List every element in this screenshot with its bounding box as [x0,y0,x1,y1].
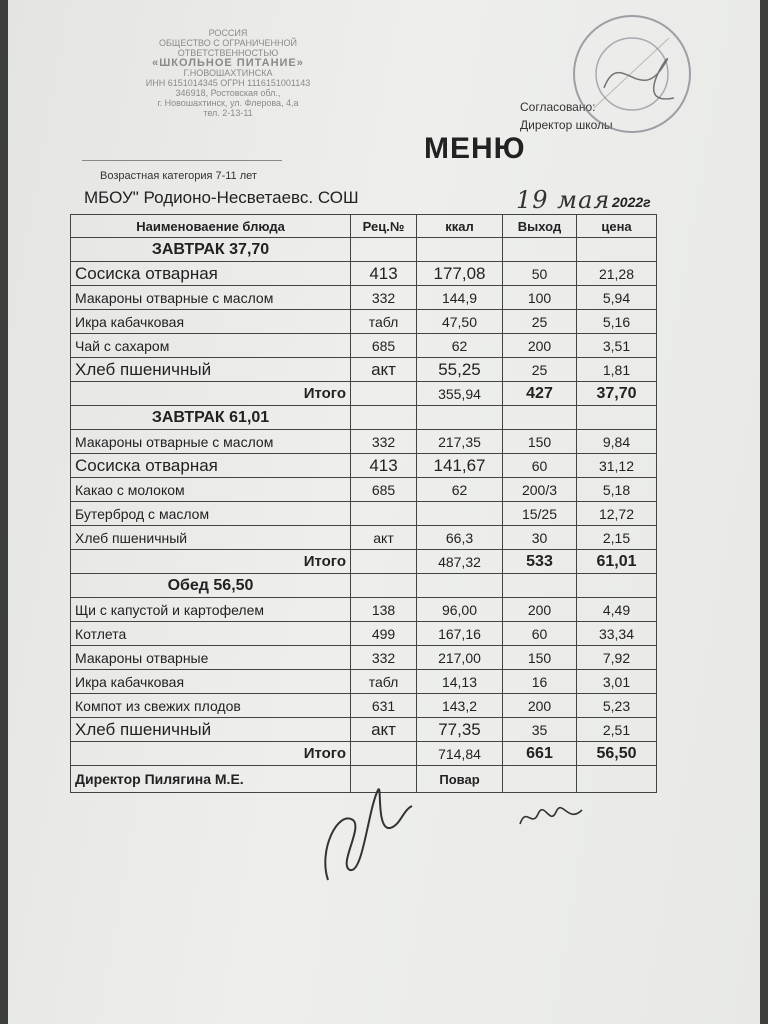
menu-item-row [71,598,657,622]
kcal-value: 96,00 [417,598,503,622]
total-kcal: 487,32 [417,550,503,574]
recipe-number: 499 [351,622,417,646]
menu-item-row [71,502,657,526]
yield-value: 35 [503,718,577,742]
school-name: МБОУ" Родионо-Несветаевс. СОШ [84,188,359,207]
column-header: Наименоваение блюда [71,215,351,238]
section-title: ЗАВТРАК 61,01 [71,406,351,430]
menu-item-row [71,622,657,646]
menu-item-row [71,334,657,358]
yield-value: 15/25 [503,502,577,526]
menu-item-row [71,646,657,670]
yield-value: 150 [503,430,577,454]
dish-name: Макароны отварные [71,646,351,670]
yield-value: 150 [503,646,577,670]
dish-name: Какао с молоком [71,478,351,502]
total-yield: 661 [503,742,577,766]
menu-item-row [71,478,657,502]
dish-name: Макароны отварные с маслом [71,286,351,310]
total-row [71,550,657,574]
kcal-value: 143,2 [417,694,503,718]
price-value: 5,23 [577,694,657,718]
column-header: Выход [503,215,577,238]
empty-cell [503,574,577,598]
total-label: Итого [71,742,351,766]
price-value: 21,28 [577,262,657,286]
yield-value: 50 [503,262,577,286]
stamp-line: г. Новошахтинск, ул. Флерова, 4,а [157,98,299,108]
empty-cell [351,742,417,766]
recipe-number: 685 [351,334,417,358]
empty-cell [417,574,503,598]
director-role: Директор школы [520,118,613,132]
menu-document [8,0,760,1024]
total-row [71,382,657,406]
total-price: 37,70 [577,382,657,406]
dish-name: Компот из свежих плодов [71,694,351,718]
price-value: 33,34 [577,622,657,646]
dish-name: Икра кабачковая [71,310,351,334]
empty-cell [577,406,657,430]
kcal-value: 217,35 [417,430,503,454]
empty-cell [351,550,417,574]
kcal-value: 177,08 [417,262,503,286]
kcal-value: 55,25 [417,358,503,382]
recipe-number [351,502,417,526]
recipe-number: 332 [351,646,417,670]
yield-value: 200/3 [503,478,577,502]
kcal-value: 14,13 [417,670,503,694]
yield-value: 60 [503,622,577,646]
stamp-line: РОССИЯ [208,28,248,38]
empty-cell [503,238,577,262]
stamp-line: ИНН 6151014345 ОГРН 1116151001143 [145,78,311,88]
menu-item-row [71,670,657,694]
menu-item-row [71,694,657,718]
empty-cell [577,574,657,598]
signature-line [82,160,282,161]
yield-value: 16 [503,670,577,694]
dish-name: Щи с капустой и картофелем [71,598,351,622]
dish-name: Хлеб пшеничный [71,718,351,742]
price-value: 31,12 [577,454,657,478]
stamp-line: Г.НОВОШАХТИНСКА [183,68,273,78]
kcal-value [417,502,503,526]
cook-label: Повар [417,766,503,793]
recipe-number: 332 [351,286,417,310]
price-value: 7,92 [577,646,657,670]
recipe-number: 138 [351,598,417,622]
column-header: цена [577,215,657,238]
price-value: 4,49 [577,598,657,622]
approval-label: Согласовано: [520,100,596,114]
recipe-number: табл [351,670,417,694]
dish-name: Сосиска отварная [71,454,351,478]
stamp-line: ОБЩЕСТВО С ОГРАНИЧЕННОЙ [159,38,297,48]
empty-cell [417,406,503,430]
price-value: 5,18 [577,478,657,502]
total-price: 61,01 [577,550,657,574]
yield-value: 200 [503,334,577,358]
age-category: Возрастная категория 7-11 лет [100,170,257,182]
recipe-number: 413 [351,262,417,286]
menu-item-row [71,718,657,742]
price-value: 9,84 [577,430,657,454]
organization-stamp [108,28,348,118]
yield-value: 100 [503,286,577,310]
empty-cell [351,238,417,262]
handwritten-date: 19 мая [516,186,611,214]
recipe-number: 413 [351,454,417,478]
recipe-number: акт [351,358,417,382]
empty-cell [577,238,657,262]
page-title: МЕНЮ [424,132,526,165]
dish-name: Хлеб пшеничный [71,526,351,550]
price-value: 3,51 [577,334,657,358]
kcal-value: 47,50 [417,310,503,334]
dish-name: Макароны отварные с маслом [71,430,351,454]
empty-cell [577,766,657,793]
menu-item-row [71,430,657,454]
kcal-value: 167,16 [417,622,503,646]
menu-item-row [71,286,657,310]
kcal-value: 144,9 [417,286,503,310]
total-yield: 533 [503,550,577,574]
total-label: Итого [71,382,351,406]
menu-table [70,214,657,793]
empty-cell [503,406,577,430]
round-seal-icon [564,8,714,148]
menu-item-row [71,526,657,550]
total-kcal: 355,94 [417,382,503,406]
recipe-number: акт [351,718,417,742]
kcal-value: 62 [417,334,503,358]
kcal-value: 66,3 [417,526,503,550]
dish-name: Сосиска отварная [71,262,351,286]
empty-cell [351,382,417,406]
yield-value: 200 [503,598,577,622]
stamp-line: 346918, Ростовская обл., [175,88,281,98]
year: 2022г [612,194,651,210]
kcal-value: 217,00 [417,646,503,670]
dish-name: Икра кабачковая [71,670,351,694]
stamp-line: ОТВЕТСТВЕННОСТЬЮ [177,48,279,58]
recipe-number: 631 [351,694,417,718]
yield-value: 25 [503,310,577,334]
section-header-row [71,238,657,262]
column-header: Рец.№ [351,215,417,238]
section-header-row [71,406,657,430]
price-value: 2,51 [577,718,657,742]
director-name: Директор Пилягина М.Е. [71,766,351,793]
recipe-number: 332 [351,430,417,454]
menu-item-row [71,310,657,334]
total-price: 56,50 [577,742,657,766]
stamp-line: «ШКОЛЬНОЕ ПИТАНИЕ» [152,57,304,69]
dish-name: Хлеб пшеничный [71,358,351,382]
price-value: 3,01 [577,670,657,694]
kcal-value: 77,35 [417,718,503,742]
menu-item-row [71,358,657,382]
cook-signature-icon [516,804,586,830]
price-value: 12,72 [577,502,657,526]
director-signature-icon [308,770,418,890]
dish-name: Чай с сахаром [71,334,351,358]
empty-cell [417,238,503,262]
total-yield: 427 [503,382,577,406]
menu-body [71,238,657,793]
kcal-value: 141,67 [417,454,503,478]
section-title: ЗАВТРАК 37,70 [71,238,351,262]
price-value: 2,15 [577,526,657,550]
yield-value: 200 [503,694,577,718]
yield-value: 60 [503,454,577,478]
price-value: 1,81 [577,358,657,382]
dish-name: Котлета [71,622,351,646]
stamp-line: тел. 2-13-11 [203,108,253,118]
table-header-row [71,215,657,238]
yield-value: 25 [503,358,577,382]
total-row [71,742,657,766]
dish-name: Бутерброд с маслом [71,502,351,526]
recipe-number: 685 [351,478,417,502]
price-value: 5,16 [577,310,657,334]
menu-item-row [71,454,657,478]
kcal-value: 62 [417,478,503,502]
menu-item-row [71,262,657,286]
empty-cell [351,574,417,598]
empty-cell [351,406,417,430]
total-kcal: 714,84 [417,742,503,766]
price-value: 5,94 [577,286,657,310]
total-label: Итого [71,550,351,574]
section-title: Обед 56,50 [71,574,351,598]
yield-value: 30 [503,526,577,550]
recipe-number: акт [351,526,417,550]
section-header-row [71,574,657,598]
column-header: ккал [417,215,503,238]
empty-cell [503,766,577,793]
recipe-number: табл [351,310,417,334]
